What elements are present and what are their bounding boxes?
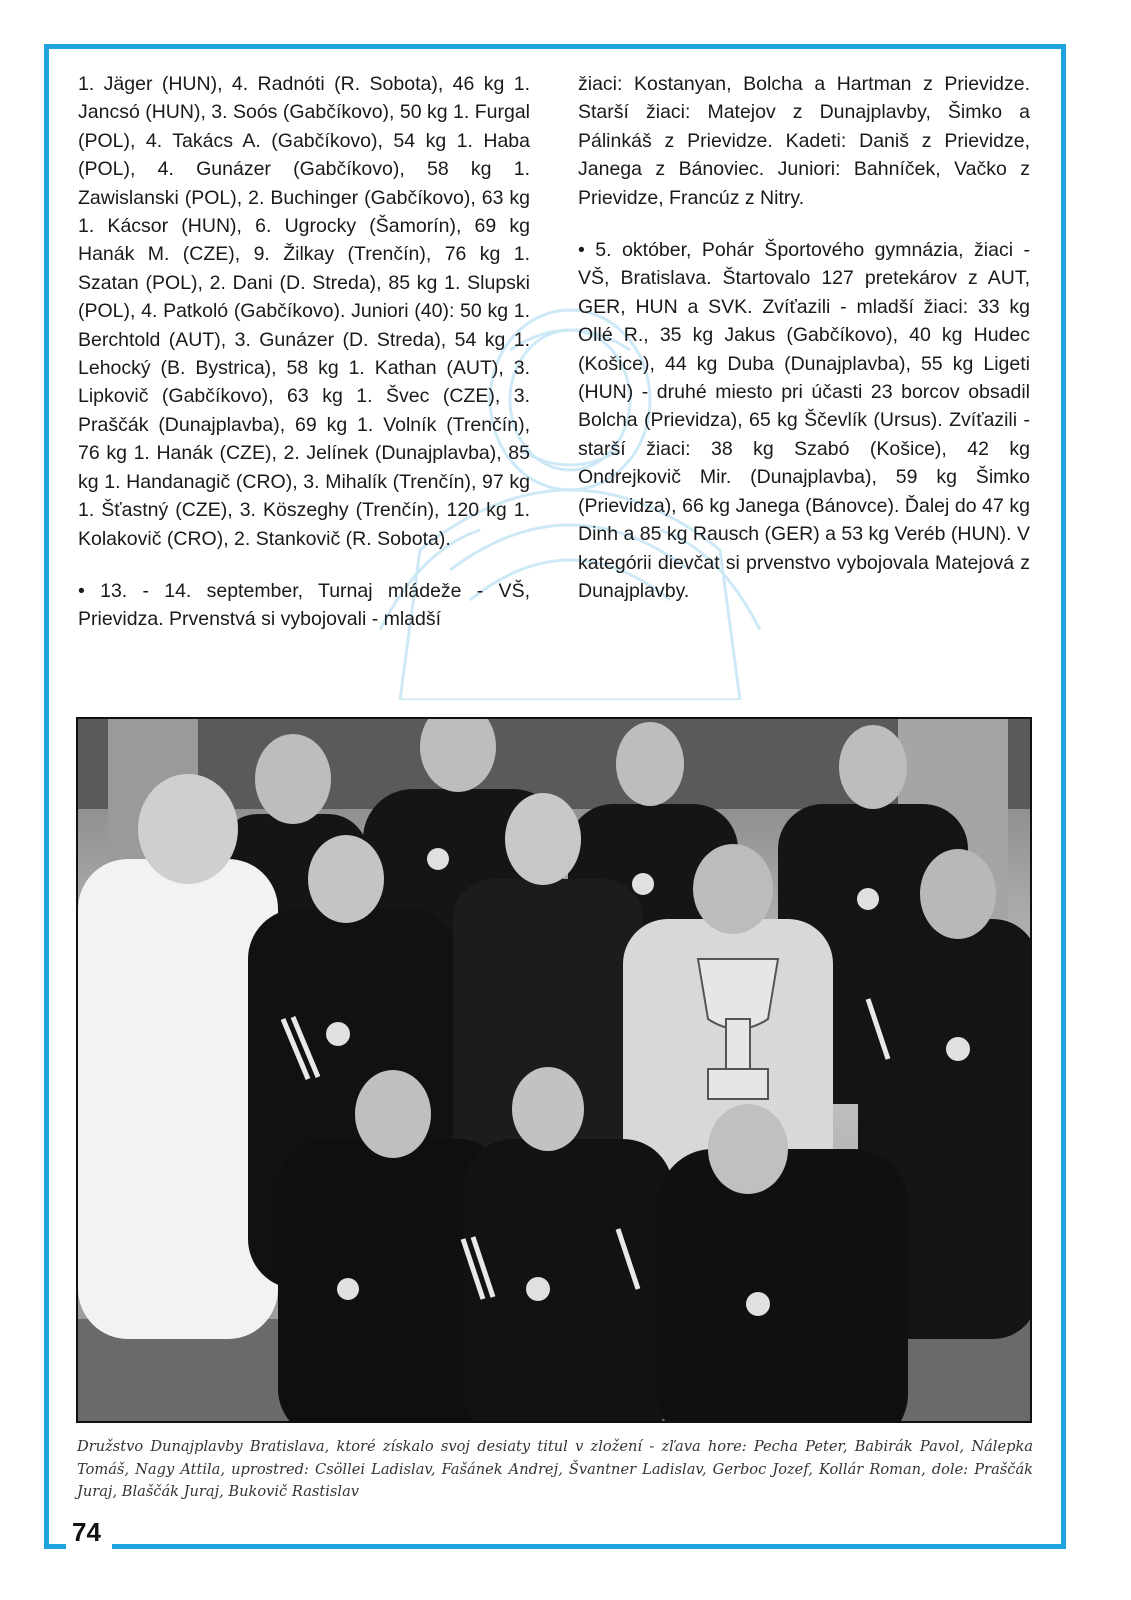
paragraph-results-cadets: 1. Jäger (HUN), 4. Radnóti (R. Sobota), 46 kg 1. Jancsó (HUN), 3. Soós (Gabčíkovo), 50 kg 1. Furgal (POL), 4. Takács A. (Gabčíkovo), 54 kg 1. Haba (POL), 4. Gunázer (Gabčíkovo), 58 kg 1. Zawislanski (POL), 2. Buchinger (Gabčíkovo), 63 kg 1. Kácsor (HUN), 6. Ugrocky (Šamorín), 69 kg Hanák M. (CZE), 9. Žilkay (Trenčín), 76 kg 1. Szatan (POL), 2. Dani (D. Streda), 85 kg 1. Slupski (POL), 4. Patkoló (Gabčíkovo). Juniori (40): 50 kg 1. Berchtold (AUT), 3. Gunázer (D. Streda), 54 kg 1. Lehocký (B. Bystrica), 58 kg 1. Kathan (AUT), 3. Lipkovič (Gabčíkovo), 63 kg 1. Švec (CZE), 3. Praščák (Dunajplavba), 69 kg 1. Volník (Trenčín), 76 kg 1. Hanák (CZE), 2. Jelínek (Dunajplavba), 85 kg 1. Handanagič (CRO), 3. Mihalík (Trenčín), 97 kg 1. Šťastný (CZE), 3. Köszeghy (Trenčín), 120 kg 1. Kolakovič (CRO), 2. Stankovič (R. Sobota). bbox=[78, 73, 530, 550]
paragraph-youth-tournament-prievidza: • 13. - 14. september, Turnaj mládeže - VŠ, Prievidza. Prvenstvá si vybojovali - mladší bbox=[78, 579, 530, 631]
page-number: 74 bbox=[68, 1517, 105, 1548]
photo-caption: Družstvo Dunajplavby Bratislava, ktoré získalo svoj desiaty titul v zložení - zľava hore: Pecha Peter, Babirák Pavol, Nálepka Tomáš, Nagy Attila, uprostred: Csöllei Ladislav, Fašánek Andrej, Švantner Ladislav, Gerboc Jozef, Kollár Roman, dole: Praščák Juraj, Blaščák Juraj, Bukovič Rastislav bbox=[77, 1438, 1033, 1500]
text-column-right bbox=[578, 70, 1030, 629]
team-photo bbox=[76, 717, 1032, 1423]
paragraph-sports-gymnasium-cup: • 5. október, Pohár Športového gymnázia, žiaci - VŠ, Bratislava. Štartovalo 127 pretekárov z AUT, GER, HUN a SVK. Zvíťazili - mladší žiaci: 33 kg Ollé R., 35 kg Jakus (Gabčíkovo), 40 kg Hudec (Košice), 44 kg Duba (Dunajplavba), 55 kg Ligeti (HUN) - druhé miesto pri účasti 23 borcov obsadil Bolcha (Prievidza), 65 kg Ščevlík (Ursus). Zvíťazili - starší žiaci: 38 kg Szabó (Košice), 42 kg Ondrejkovič Mir. (Dunajplavba), 59 kg Šimko (Prievidza), 66 kg Janega (Bánovce). Ďalej do 47 kg Dinh a 85 kg Rausch (GER) a 53 kg Veréb (HUN). V kategórii dievčat si prvenstvo vybojovala Matejová z Dunajplavby. bbox=[578, 239, 1030, 602]
page-frame-bottom bbox=[112, 1544, 1066, 1549]
team-photo-image bbox=[78, 719, 1030, 1421]
paragraph-youth-tournament-results: žiaci: Kostanyan, Bolcha a Hartman z Prievidze. Starší žiaci: Matejov z Dunajplavby, Šimko a Pálinkáš z Prievidze. Kadeti: Daniš z Prievidze, Janega z Bánoviec. Juniori: Bahníček, Vačko z Prievidze, Francúz z Nitry. bbox=[578, 73, 1030, 209]
text-column-left bbox=[78, 70, 530, 658]
page-frame-bottom-left bbox=[44, 1544, 66, 1549]
